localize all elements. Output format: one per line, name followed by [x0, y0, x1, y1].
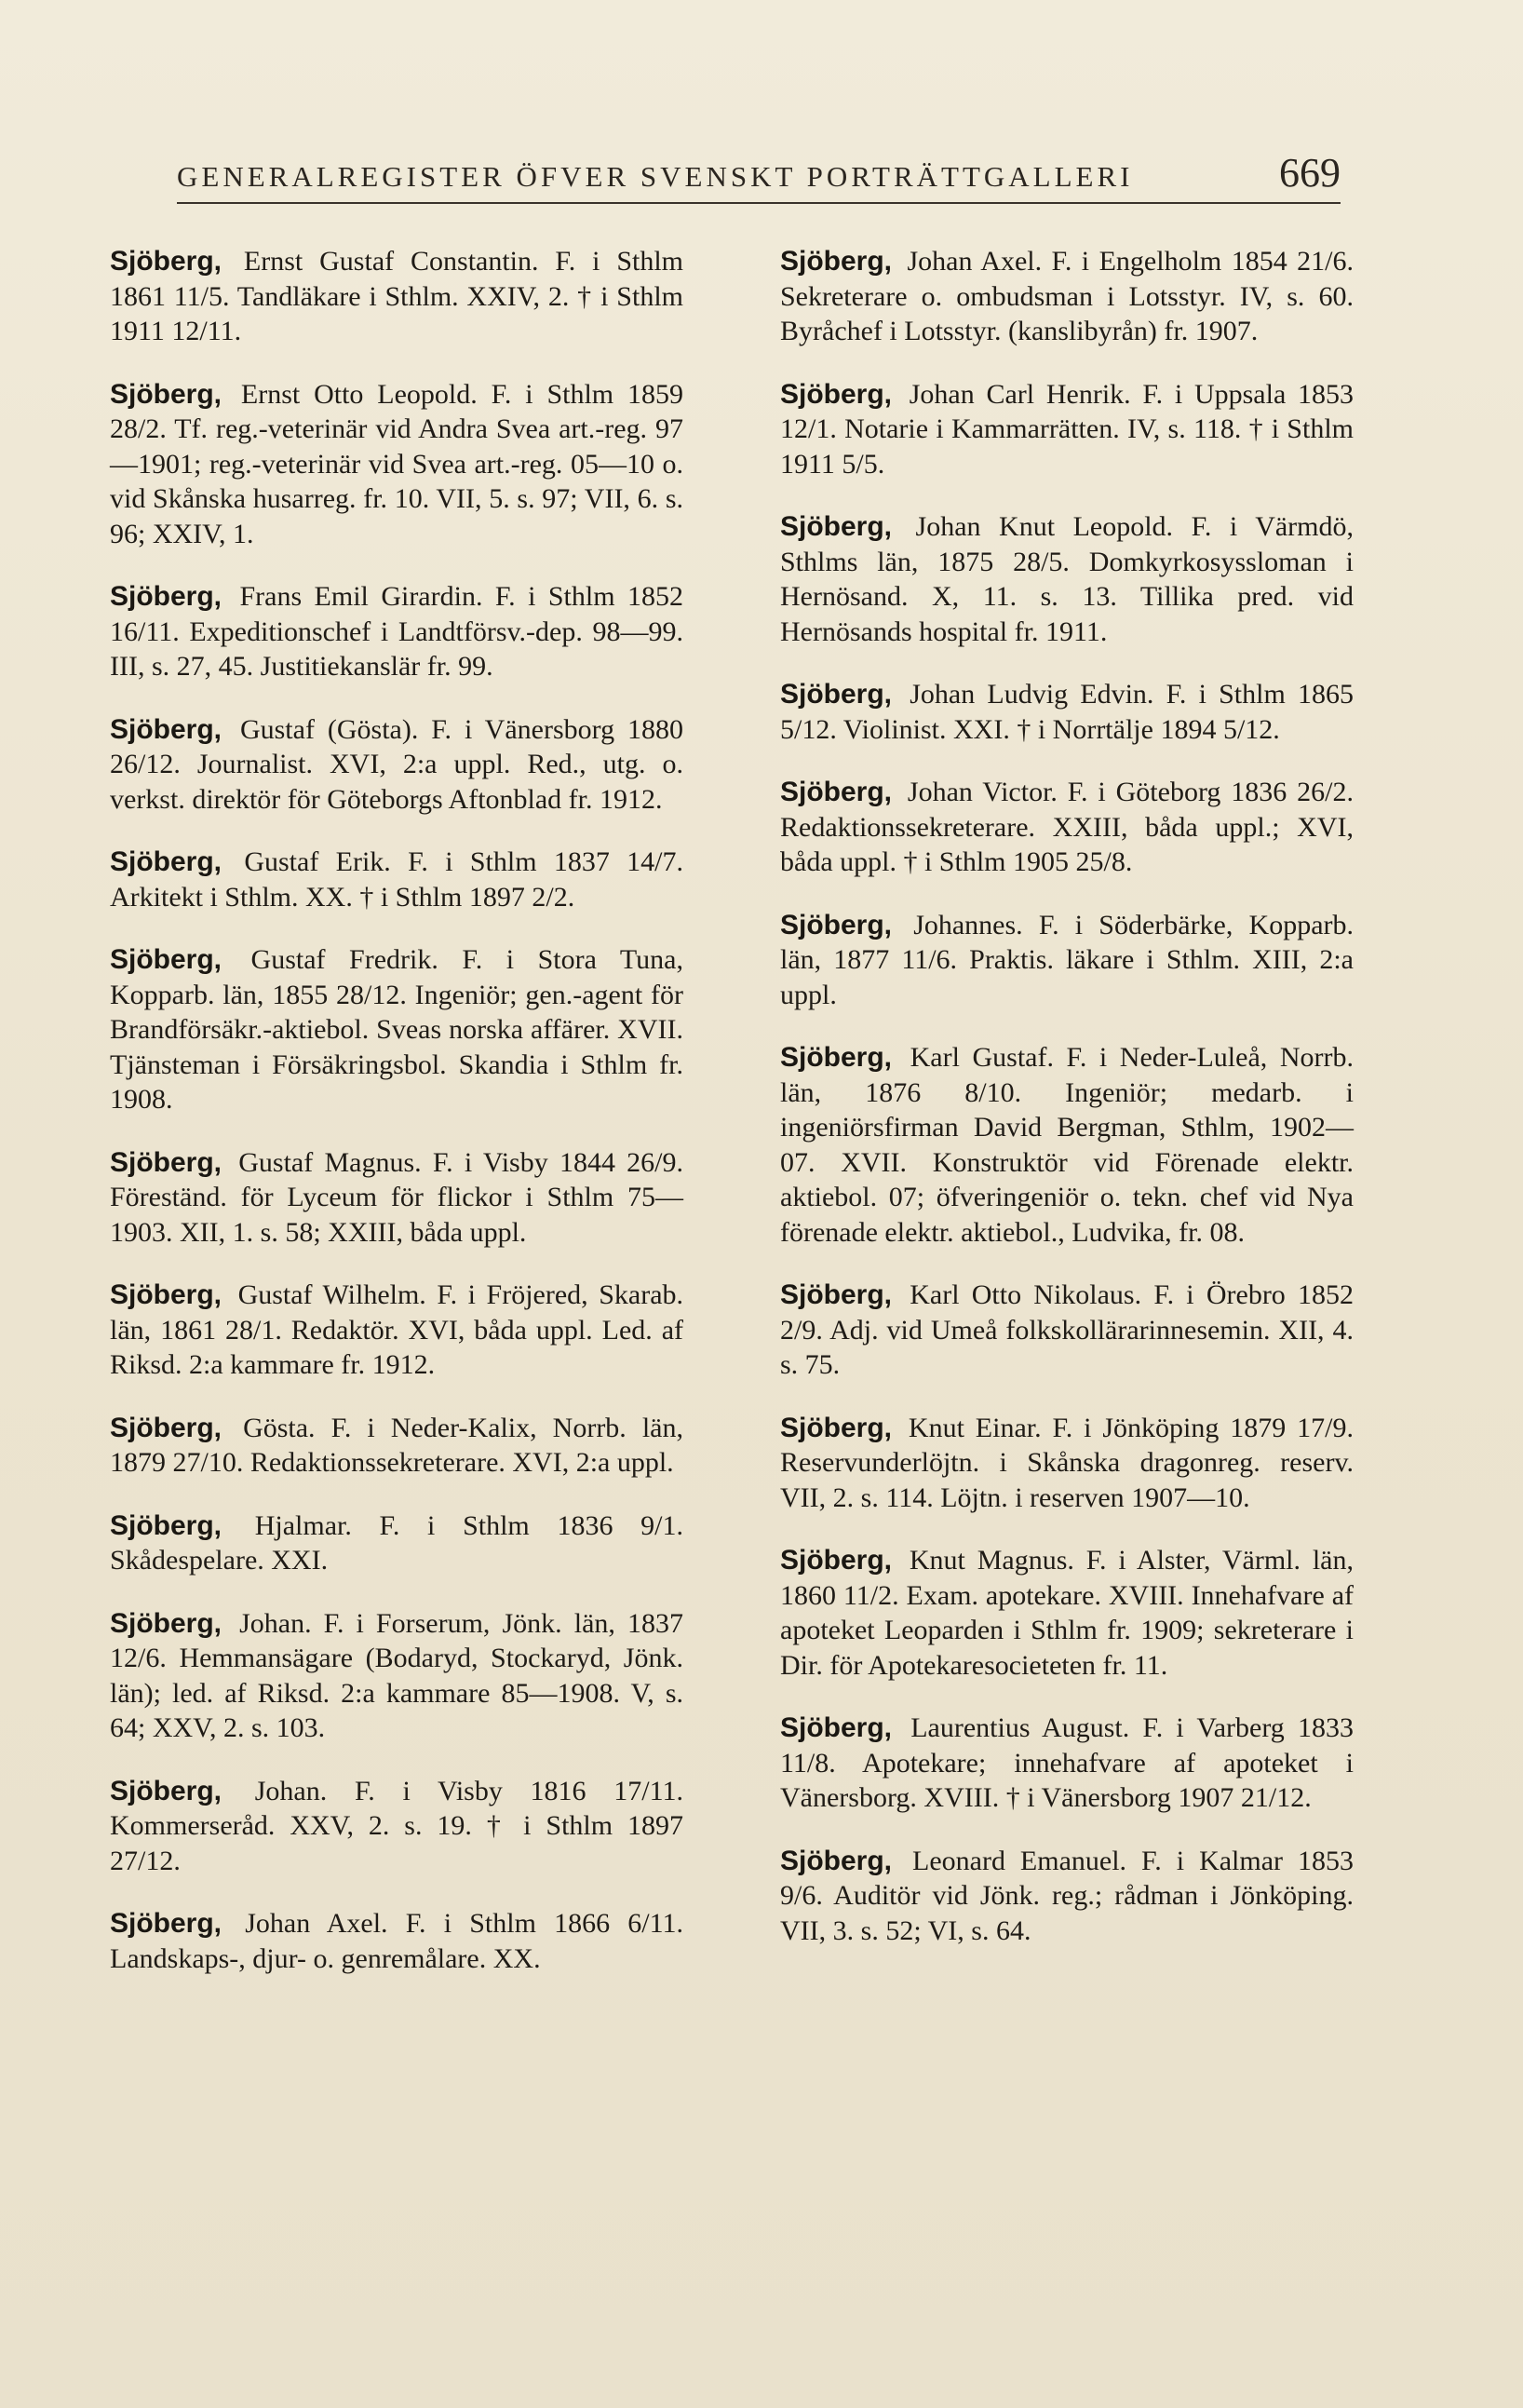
entry-surname: Sjöberg, [110, 1775, 222, 1806]
register-entry [780, 1844, 1354, 1949]
entry-surname: Sjöberg, [780, 378, 893, 410]
register-entry [780, 509, 1354, 649]
register-entry [110, 942, 683, 1117]
entry-text: Hjalmar. F. i Sthlm 1836 9/1. Skådespelare. XXI. [110, 1509, 683, 1576]
entry-text: Johan Victor. F. i Göteborg 1836 26/2. Redaktionssekreterare. XXIII, båda uppl.; XVI, båda uppl. † i Sthlm 1905 25/8. [780, 777, 1354, 877]
entry-surname: Sjöberg, [110, 581, 222, 612]
page-header [177, 149, 1341, 196]
register-entry [780, 377, 1354, 482]
entry-surname: Sjöberg, [780, 1042, 893, 1073]
register-entry [110, 377, 683, 552]
register-entry [110, 1278, 683, 1383]
entry-text: Leonard Emanuel. F. i Kalmar 1853 9/6. Auditör vid Jönk. reg.; rådman i Jönköping. VII, 3. s. 52; VI, s. 64. [780, 1845, 1355, 1946]
page-number: 669 [1279, 150, 1341, 196]
entry-text: Johannes. F. i Söderbärke, Kopparb. län, 1877 11/6. Praktis. läkare i Sthlm. XIII, 2:a uppl. [780, 909, 1355, 1010]
entry-text: Knut Einar. F. i Jönköping 1879 17/9. Reservunderlöjtn. i Skånska dragonreg. reserv. VII, 2. s. 114. Löjtn. i reserven 1907—10. [780, 1412, 1354, 1513]
left-column [110, 244, 683, 2004]
entry-surname: Sjöberg, [780, 1845, 893, 1876]
entry-text: Ernst Otto Leopold. F. i Sthlm 1859 28/2. Tf. reg.-veterinär vid Andra Svea art.-reg. 97—1901; reg.-veterinär vid Svea art.-reg. 05—10 o. vid Skånska husarreg. fr. 10. VII, 5. s. 97; VII, 6. s. 96; XXIV, 1. [110, 378, 684, 549]
entry-surname: Sjöberg, [780, 1279, 893, 1310]
register-entry [780, 908, 1354, 1013]
register-entry [780, 677, 1354, 747]
register-entry [110, 1774, 683, 1879]
entry-surname: Sjöberg, [110, 846, 222, 877]
entry-text: Knut Magnus. F. i Alster, Värml. län, 1860 11/2. Exam. apotekare. XVIII. Innehafvare af apoteket Leoparden i Sthlm fr. 1909; sekreterare i Dir. för Apotekaresocieteten fr. 11. [780, 1545, 1354, 1681]
entry-surname: Sjöberg, [110, 1908, 222, 1939]
register-entry [110, 712, 683, 818]
entry-surname: Sjöberg, [780, 1412, 893, 1443]
entry-text: Gustaf Wilhelm. F. i Fröjered, Skarab. län, 1861 28/1. Redaktör. XVI, båda uppl. Led. af Riksd. 2:a kammare fr. 1912. [110, 1279, 684, 1380]
entry-text: Johan Ludvig Edvin. F. i Sthlm 1865 5/12. Violinist. XXI. † i Norrtälje 1894 5/12. [780, 679, 1355, 745]
entry-text: Ernst Gustaf Constantin. F. i Sthlm 1861 11/5. Tandläkare i Sthlm. XXIV, 2. † i Sthlm 1911 12/11. [110, 246, 684, 346]
register-entry [780, 1040, 1354, 1250]
register-entry [780, 244, 1354, 349]
entry-text: Karl Otto Nikolaus. F. i Örebro 1852 2/9. Adj. vid Umeå folkskollärarinnesemin. XII, 4. s. 75. [780, 1279, 1355, 1380]
entry-text: Gustaf Magnus. F. i Visby 1844 26/9. Föreständ. för Lyceum för flickor i Sthlm 75—1903. XII, 1. s. 58; XXIII, båda uppl. [110, 1146, 684, 1248]
entry-text: Frans Emil Girardin. F. i Sthlm 1852 16/11. Expeditionschef i Landtförsv.-dep. 98—99. III, s. 27, 45. Justitiekanslär fr. 99. [110, 581, 683, 682]
entry-surname: Sjöberg, [110, 1279, 222, 1310]
register-entry [110, 1145, 683, 1251]
right-column [780, 244, 1354, 1976]
entry-text: Gösta. F. i Neder-Kalix, Norrb. län, 1879 27/10. Redaktionssekreterare. XVI, 2:a uppl. [110, 1412, 684, 1478]
entry-text: Johan Axel. F. i Engelholm 1854 21/6. Sekreterare o. ombudsman i Lotsstyr. IV, s. 60. Byråchef i Lotsstyr. (kanslibyrån) fr. 1907. [780, 246, 1355, 346]
entry-text: Johan Axel. F. i Sthlm 1866 6/11. Landskaps-, djur- o. genremålare. XX. [110, 1908, 683, 1974]
entry-surname: Sjöberg, [110, 713, 222, 745]
register-entry [780, 1411, 1354, 1516]
entry-text: Gustaf Fredrik. F. i Stora Tuna, Kopparb. län, 1855 28/12. Ingeniör; gen.-agent för Brandförsäkr.-aktiebol. Sveas norska affärer. XVII. Tjänsteman i Försäkringsbol. Skandia i Sthlm fr. 1908. [110, 944, 683, 1115]
entry-text: Laurentius August. F. i Varberg 1833 11/8. Apotekare; innehafvare af apoteket i Vänersborg. XVIII. † i Vänersborg 1907 21/12. [780, 1712, 1355, 1813]
entry-surname: Sjöberg, [110, 944, 222, 975]
register-entry [110, 1906, 683, 1976]
register-entry [110, 1606, 683, 1746]
entry-surname: Sjöberg, [780, 679, 893, 710]
register-entry [110, 1508, 683, 1578]
running-title: GENERALREGISTER ÖFVER SVENSKT PORTRÄTTGALLERI [177, 160, 1134, 193]
entry-surname: Sjöberg, [110, 1412, 222, 1443]
entry-surname: Sjöberg, [780, 909, 893, 940]
entry-text: Gustaf (Gösta). F. i Vänersborg 1880 26/12. Journalist. XVI, 2:a uppl. Red., utg. o. verkst. direktör för Göteborgs Aftonblad fr. 1912. [110, 713, 684, 815]
entry-text: Johan. F. i Forserum, Jönk. län, 1837 12/6. Hemmansägare (Bodaryd, Stockaryd, Jönk. län); led. af Riksd. 2:a kammare 85—1908. V, s. 64; XXV, 2. s. 103. [110, 1607, 683, 1743]
entry-surname: Sjöberg, [110, 378, 222, 410]
entry-text: Gustaf Erik. F. i Sthlm 1837 14/7. Arkitekt i Sthlm. XX. † i Sthlm 1897 2/2. [110, 846, 684, 913]
register-entry [110, 1411, 683, 1481]
register-entry [110, 244, 683, 349]
register-entry [780, 1543, 1354, 1683]
entry-text: Johan Carl Henrik. F. i Uppsala 1853 12/1. Notarie i Kammarrätten. IV, s. 118. † i Sthlm 1911 5/5. [780, 378, 1354, 480]
register-entry [780, 775, 1354, 880]
entry-surname: Sjöberg, [780, 246, 893, 277]
entry-surname: Sjöberg, [780, 1545, 893, 1576]
register-entry [110, 579, 683, 684]
entry-surname: Sjöberg, [110, 246, 222, 277]
register-entry [780, 1278, 1354, 1383]
entry-text: Johan. F. i Visby 1816 17/11. Kommerseråd. XXV, 2. s. 19. † i Sthlm 1897 27/12. [110, 1775, 683, 1876]
entry-surname: Sjöberg, [780, 777, 893, 807]
register-entry [110, 845, 683, 914]
entry-surname: Sjöberg, [780, 511, 893, 542]
entry-surname: Sjöberg, [780, 1712, 893, 1743]
entry-surname: Sjöberg, [110, 1607, 222, 1639]
register-entry [780, 1711, 1354, 1816]
entry-text: Johan Knut Leopold. F. i Värmdö, Sthlms län, 1875 28/5. Domkyrkosyssloman i Hernösand. X, 11. s. 13. Tillika pred. vid Hernösands hospital fr. 1911. [780, 511, 1354, 647]
entry-surname: Sjöberg, [110, 1509, 222, 1541]
header-rule [177, 202, 1341, 204]
entry-surname: Sjöberg, [110, 1146, 222, 1178]
entry-text: Karl Gustaf. F. i Neder-Luleå, Norrb. län, 1876 8/10. Ingeniör; medarb. i ingeniörsfirman David Bergman, Sthlm, 1902—07. XVII. Konstruktör vid Förenade elektr. aktiebol. 07; öfveringeniör o. tekn. chef vid Nya förenade elektr. aktiebol., Ludvika, fr. 08. [780, 1042, 1354, 1248]
